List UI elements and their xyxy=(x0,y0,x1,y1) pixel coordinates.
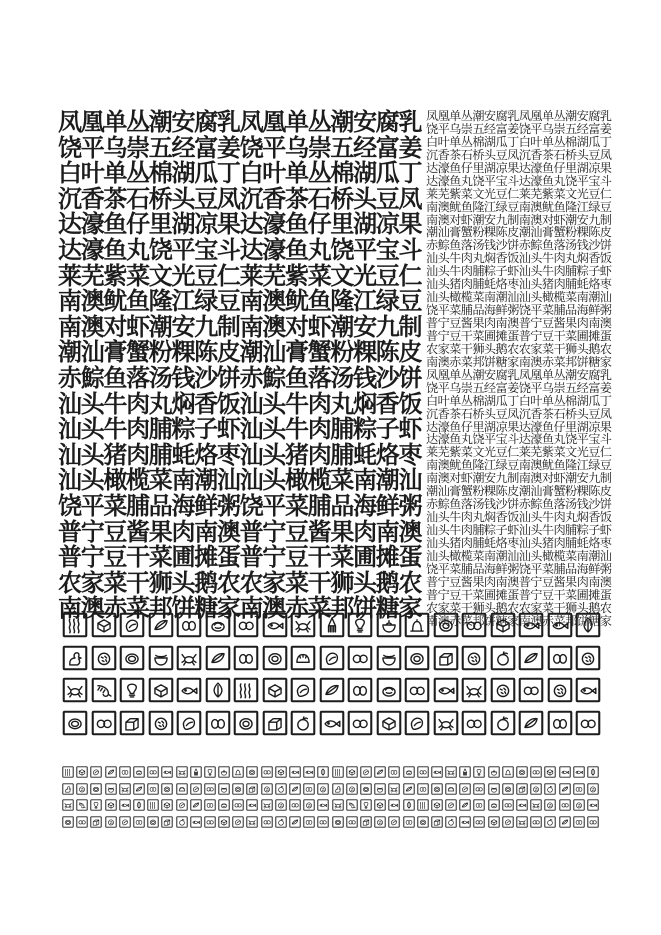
meatball-icon xyxy=(573,799,585,811)
round-pair-icon xyxy=(147,766,159,778)
steam-icon xyxy=(233,677,259,703)
round-pair-icon xyxy=(317,816,329,828)
meatball-icon xyxy=(530,783,542,795)
small-glyph-line: 饶平乌崇五经富姜饶平乌崇五经富姜 xyxy=(426,380,612,395)
small-glyph-line: 莱芜紫菜文光豆仁莱芜紫菜文光豆仁 xyxy=(426,186,612,201)
tofu-icon xyxy=(346,766,358,778)
two-beans-icon xyxy=(547,645,573,671)
bulb-icon xyxy=(360,799,372,811)
bell-pot-icon xyxy=(232,766,244,778)
shrimp-icon xyxy=(76,799,88,811)
meatball-icon xyxy=(303,799,315,811)
bean-icon xyxy=(232,816,244,828)
small-glyph-line: 达濠鱼丸饶平宝斗达濠鱼丸饶平宝斗 xyxy=(426,173,612,188)
fruit-icon xyxy=(445,816,457,828)
steam-icon xyxy=(147,799,159,811)
bulb-icon xyxy=(473,766,485,778)
round-pair-icon xyxy=(289,799,301,811)
fruit-icon xyxy=(275,783,287,795)
small-glyph-line: 南澳鱿鱼隆江绿豆南澳鱿鱼隆江绿豆 xyxy=(426,458,612,473)
tofu-icon xyxy=(148,677,174,703)
bulb-icon xyxy=(204,766,216,778)
fish-icon xyxy=(317,799,329,811)
round-pair-icon xyxy=(233,612,259,638)
large-glyph-line: 农家菜干狮头鹅农农家菜干狮头鹅农 xyxy=(58,568,422,597)
small-glyph-line: 潮汕膏蟹粉粿陈皮潮汕膏蟹粉粿陈皮 xyxy=(426,225,612,240)
small-glyph-line: 达濠鱼丸饶平宝斗达濠鱼丸饶平宝斗 xyxy=(426,432,612,447)
large-glyph-line: 南澳赤菜邦饼糖家南澳赤菜邦饼糖家 xyxy=(58,594,422,623)
meatball-icon xyxy=(374,816,386,828)
round-pair-icon xyxy=(346,816,358,828)
leaf-seed-icon xyxy=(133,783,145,795)
meatball-icon xyxy=(547,677,573,703)
two-beans-icon xyxy=(119,766,131,778)
bowl-icon xyxy=(488,783,500,795)
fish-icon xyxy=(433,677,459,703)
large-glyph-line: 汕头牛肉丸焖香饭汕头牛肉丸焖香饭 xyxy=(58,389,422,418)
small-glyph-line: 南澳对虾潮安九制南澳对虾潮安九制 xyxy=(426,471,612,486)
small-glyph-line: 饶平乌崇五经富姜饶平乌崇五经富姜 xyxy=(426,121,612,136)
fish-icon xyxy=(119,799,131,811)
leaf-seed-icon xyxy=(148,612,174,638)
loaf-icon xyxy=(161,816,173,828)
fish-icon xyxy=(587,799,599,811)
bean-icon xyxy=(459,783,471,795)
fruit-icon xyxy=(290,710,316,736)
bean-icon xyxy=(502,816,514,828)
crab-icon xyxy=(332,799,344,811)
crab-icon xyxy=(62,799,74,811)
crab-icon xyxy=(388,783,400,795)
round-pair-icon xyxy=(261,766,273,778)
small-glyph-line: 达濠鱼仔里湖凉果达濠鱼仔里湖凉果 xyxy=(426,419,612,434)
two-beans-icon xyxy=(417,783,429,795)
tofu-icon xyxy=(161,799,173,811)
bean-icon xyxy=(176,710,202,736)
large-glyph-line: 饶平乌崇五经富姜饶平乌崇五经富姜 xyxy=(58,133,422,162)
fruit-icon xyxy=(544,816,556,828)
two-beans-icon xyxy=(573,783,585,795)
leaf-seed-icon xyxy=(403,783,415,795)
small-glyph-line: 汕头牛肉丸焖香饭汕头牛肉丸焖香饭 xyxy=(426,510,612,525)
fruit-icon xyxy=(490,710,516,736)
meatball-icon xyxy=(91,645,117,671)
leaf-seed-icon xyxy=(289,783,301,795)
fish-icon xyxy=(431,766,443,778)
round-pair-icon xyxy=(204,816,216,828)
shrimp-icon xyxy=(91,677,117,703)
leaf-seed-icon xyxy=(518,710,544,736)
crab-icon xyxy=(62,677,88,703)
fruit-icon xyxy=(490,645,516,671)
leaf-seed-icon xyxy=(374,766,386,778)
meatball-icon xyxy=(490,677,516,703)
large-glyph-line: 赤鯮鱼落汤钱沙饼赤鯮鱼落汤钱沙饼 xyxy=(58,363,422,392)
large-glyph-line: 饶平菜脯品海鲜粥饶平菜脯品海鲜粥 xyxy=(58,491,422,520)
fish-icon xyxy=(319,710,345,736)
tofu-icon xyxy=(105,799,117,811)
plate-icon xyxy=(161,783,173,795)
two-beans-icon xyxy=(204,799,216,811)
bowl-icon xyxy=(376,645,402,671)
tofu-icon xyxy=(376,710,402,736)
crab-icon xyxy=(176,766,188,778)
tofu-icon xyxy=(374,799,386,811)
fish-icon xyxy=(459,816,471,828)
tofu-icon xyxy=(275,766,287,778)
small-glyph-line: 南澳鱿鱼隆江绿豆南澳鱿鱼隆江绿豆 xyxy=(426,199,612,214)
tofu-icon xyxy=(544,766,556,778)
meatball-icon xyxy=(587,783,599,795)
small-glyph-line: 白叶单丛棉湖瓜丁白叶单丛棉湖瓜丁 xyxy=(426,393,612,408)
loaf-icon xyxy=(431,816,443,828)
meatball-icon xyxy=(261,783,273,795)
round-pair-icon xyxy=(473,783,485,795)
plate-icon xyxy=(232,783,244,795)
bowl-icon xyxy=(148,645,174,671)
steam-icon xyxy=(62,766,74,778)
plate-icon xyxy=(404,645,430,671)
cake-lid-icon xyxy=(133,766,145,778)
plate-icon xyxy=(246,766,258,778)
plate-icon xyxy=(233,710,259,736)
cake-lid-icon xyxy=(403,766,415,778)
round-pair-icon xyxy=(91,710,117,736)
round-pair-icon xyxy=(502,799,514,811)
crab-icon xyxy=(461,677,487,703)
bowl-icon xyxy=(218,783,230,795)
two-beans-icon xyxy=(147,783,159,795)
plate-icon xyxy=(262,645,288,671)
round-pair-icon xyxy=(518,677,544,703)
fish-icon xyxy=(246,799,258,811)
crab-icon xyxy=(246,816,258,828)
dumpling-icon xyxy=(176,783,188,795)
bowl-icon xyxy=(374,783,386,795)
leaf-seed-icon xyxy=(205,645,231,671)
leaf-seed-icon xyxy=(289,816,301,828)
small-glyph-line: 达濠鱼仔里湖凉果达濠鱼仔里湖凉果 xyxy=(426,160,612,175)
two-beans-icon xyxy=(133,816,145,828)
bean-icon xyxy=(90,766,102,778)
two-beans-icon xyxy=(473,799,485,811)
bean-icon xyxy=(176,799,188,811)
tofu-icon xyxy=(490,612,516,638)
round-pair-icon xyxy=(461,612,487,638)
small-glyph-line: 汕头橄榄菜南潮汕汕头橄榄菜南潮汕 xyxy=(426,290,612,305)
round-pair-icon xyxy=(473,816,485,828)
squid-icon xyxy=(319,612,345,638)
fish-icon xyxy=(289,766,301,778)
small-glyph-line: 汕头猪肉脯蚝烙枣汕头猪肉脯蚝烙枣 xyxy=(426,277,612,292)
bean-icon xyxy=(119,816,131,828)
bean-icon xyxy=(190,783,202,795)
bean-icon xyxy=(388,816,400,828)
small-glyph-line: 莱芜紫菜文光豆仁莱芜紫菜文光豆仁 xyxy=(426,445,612,460)
large-glyph-line: 沉香茶石桥头豆凤沉香茶石桥头豆凤 xyxy=(58,184,422,213)
dumpling-icon xyxy=(290,645,316,671)
large-glyph-line: 南澳鱿鱼隆江绿豆南澳鱿鱼隆江绿豆 xyxy=(58,287,422,316)
round-pair-icon xyxy=(347,645,373,671)
small-glyph-line: 汕头牛肉脯粽子虾汕头牛肉脯粽子虾 xyxy=(426,264,612,279)
fish-icon xyxy=(559,766,571,778)
small-glyph-line: 赤鯮鱼落汤钱沙饼赤鯮鱼落汤钱沙饼 xyxy=(426,238,612,253)
fish-icon xyxy=(262,612,288,638)
meatball-icon xyxy=(575,645,601,671)
round-pair-icon xyxy=(417,766,429,778)
duck-icon xyxy=(62,783,74,795)
loaf-icon xyxy=(360,816,372,828)
two-beans-icon xyxy=(403,816,415,828)
shrimp-icon xyxy=(346,799,358,811)
small-glyph-block xyxy=(426,109,612,628)
crab-icon xyxy=(445,766,457,778)
oval-cake-icon xyxy=(90,783,102,795)
leaf-icon xyxy=(403,799,415,811)
plate-icon xyxy=(417,816,429,828)
meatball-icon xyxy=(544,799,556,811)
small-glyph-line: 沉香茶石桥头豆凤沉香茶石桥头豆凤 xyxy=(426,147,612,162)
round-pair-icon xyxy=(232,799,244,811)
crab-icon xyxy=(261,799,273,811)
loaf-icon xyxy=(90,816,102,828)
small-glyph-line: 农家菜干狮头鹅农农家菜干狮头鹅农 xyxy=(426,341,612,356)
large-glyph-line: 白叶单丛棉湖瓜丁白叶单丛棉湖瓜丁 xyxy=(58,159,422,188)
dumpling-icon xyxy=(445,783,457,795)
large-glyph-line: 潮汕膏蟹粉粿陈皮潮汕膏蟹粉粿陈皮 xyxy=(58,338,422,367)
meatball-icon xyxy=(461,645,487,671)
crab-icon xyxy=(530,799,542,811)
tofu-icon xyxy=(218,816,230,828)
squid-icon xyxy=(190,766,202,778)
fish-icon xyxy=(547,612,573,638)
oval-cake-icon xyxy=(332,816,344,828)
large-glyph-line: 南澳对虾潮安九制南澳对虾潮安九制 xyxy=(58,312,422,341)
duck-icon xyxy=(62,645,88,671)
crab-icon xyxy=(176,645,202,671)
bell-pot-icon xyxy=(404,612,430,638)
fish-icon xyxy=(161,766,173,778)
steam-icon xyxy=(417,799,429,811)
oval-cake-icon xyxy=(62,710,88,736)
bell-pot-icon xyxy=(502,766,514,778)
round-pair-icon xyxy=(559,799,571,811)
bean-icon xyxy=(319,645,345,671)
leaf-seed-icon xyxy=(459,799,471,811)
small-glyph-line: 汕头牛肉脯粽子虾汕头牛肉脯粽子虾 xyxy=(426,523,612,537)
small-glyph-line: 汕头牛肉丸焖香饭汕头牛肉丸焖香饭 xyxy=(426,251,612,266)
small-glyph-line: 潮汕膏蟹粉粿陈皮潮汕膏蟹粉粿陈皮 xyxy=(426,484,612,499)
small-glyph-line: 白叶单丛棉湖瓜丁白叶单丛棉湖瓜丁 xyxy=(426,134,612,149)
leaf-seed-icon xyxy=(190,799,202,811)
small-glyph-line: 普宁豆酱果肉南澳普宁豆酱果肉南澳 xyxy=(426,574,612,589)
leaf-icon xyxy=(317,766,329,778)
small-glyph-line: 普宁豆干菜圃摊蛋普宁豆干菜圃摊蛋 xyxy=(426,328,612,343)
meatball-icon xyxy=(148,710,174,736)
bean-icon xyxy=(404,710,430,736)
small-glyph-line: 南澳对虾潮安九制南澳对虾潮安九制 xyxy=(426,212,612,227)
leaf-icon xyxy=(133,799,145,811)
round-pair-icon xyxy=(404,677,430,703)
bulb-icon xyxy=(119,677,145,703)
tofu-icon xyxy=(262,677,288,703)
small-glyph-line: 普宁豆干菜圃摊蛋普宁豆干菜圃摊蛋 xyxy=(426,587,612,602)
large-glyph-line: 汕头橄榄菜南潮汕汕头橄榄菜南潮汕 xyxy=(58,466,422,495)
plate-icon xyxy=(431,783,443,795)
two-beans-icon xyxy=(547,710,573,736)
crab-icon xyxy=(119,783,131,795)
squid-icon xyxy=(459,766,471,778)
meatball-icon xyxy=(317,783,329,795)
small-glyph-line: 汕头橄榄菜南潮汕汕头橄榄菜南潮汕 xyxy=(426,548,612,563)
duck-icon xyxy=(332,783,344,795)
small-glyph-line: 饶平菜脯品海鲜粥饶平菜脯品海鲜粥 xyxy=(426,303,612,318)
small-glyph-line: 赤鯮鱼落汤钱沙饼赤鯮鱼落汤钱沙饼 xyxy=(426,497,612,512)
fruit-icon xyxy=(176,816,188,828)
large-glyph-line: 达濠鱼仔里湖凉果达濠鱼仔里湖凉果 xyxy=(58,210,422,239)
plate-icon xyxy=(147,816,159,828)
two-beans-icon xyxy=(388,766,400,778)
meatball-icon xyxy=(346,783,358,795)
loaf-icon xyxy=(262,710,288,736)
large-glyph-line: 莱芜紫菜文光豆仁莱芜紫菜文光豆仁 xyxy=(58,261,422,290)
leaf-icon xyxy=(587,766,599,778)
leaf-icon xyxy=(575,612,601,638)
leaf-seed-icon xyxy=(559,816,571,828)
loaf-icon xyxy=(246,783,258,795)
steam-icon xyxy=(62,612,88,638)
plate-icon xyxy=(502,783,514,795)
meatball-icon xyxy=(275,799,287,811)
round-pair-icon xyxy=(347,710,373,736)
pot-bowl-icon xyxy=(376,612,402,638)
fish-icon xyxy=(303,766,315,778)
crab-icon xyxy=(290,612,316,638)
small-glyph-line: 饶平菜脯品海鲜粥饶平菜脯品海鲜粥 xyxy=(426,561,612,576)
fish-icon xyxy=(388,799,400,811)
small-glyph-line: 凤凰单丛潮安腐乳凤凰单丛潮安腐乳 xyxy=(426,367,612,382)
oval-cake-icon xyxy=(62,816,74,828)
plate-icon xyxy=(433,612,459,638)
bulb-icon xyxy=(90,799,102,811)
oval-cake-icon xyxy=(360,783,372,795)
large-glyph-line: 达濠鱼丸饶平宝斗达濠鱼丸饶平宝斗 xyxy=(58,235,422,264)
round-pair-icon xyxy=(76,816,88,828)
fruit-icon xyxy=(275,816,287,828)
oval-cake-icon xyxy=(119,645,145,671)
bean-icon xyxy=(360,766,372,778)
loaf-icon xyxy=(433,645,459,671)
fish-icon xyxy=(176,677,202,703)
leaf-icon xyxy=(205,677,231,703)
fruit-icon xyxy=(544,783,556,795)
cake-lid-icon xyxy=(488,799,500,811)
large-glyph-line: 凤凰单丛潮安腐乳凤凰单丛潮安腐乳 xyxy=(58,108,422,136)
leaf-seed-icon xyxy=(518,645,544,671)
leaf-seed-icon xyxy=(319,677,345,703)
two-beans-icon xyxy=(233,645,259,671)
fish-icon xyxy=(575,677,601,703)
two-beans-icon xyxy=(176,612,202,638)
fish-icon xyxy=(190,816,202,828)
bowl-icon xyxy=(105,783,117,795)
crab-icon xyxy=(516,816,528,828)
two-beans-icon xyxy=(573,816,585,828)
large-glyph-line: 汕头猪肉脯蚝烙枣汕头猪肉脯蚝烙枣 xyxy=(58,440,422,469)
large-glyph-block xyxy=(58,108,422,623)
bean-icon xyxy=(119,612,145,638)
meatball-icon xyxy=(105,816,117,828)
bean-icon xyxy=(445,799,457,811)
round-pair-icon xyxy=(461,710,487,736)
small-glyph-line: 南澳赤菜邦饼糖家南澳赤菜邦饼糖家 xyxy=(426,354,612,369)
cake-lid-icon xyxy=(205,612,231,638)
bean-icon xyxy=(290,677,316,703)
small-glyph-line: 汕头猪肉脯蚝烙枣汕头猪肉脯蚝烙枣 xyxy=(426,535,612,550)
pot-bowl-icon xyxy=(218,766,230,778)
pot-bowl-icon xyxy=(488,766,500,778)
leaf-seed-icon xyxy=(105,766,117,778)
small-glyph-line: 南澳赤菜邦饼糖家南澳赤菜邦饼糖家 xyxy=(426,613,612,628)
large-icon-grid xyxy=(62,612,612,736)
round-pair-icon xyxy=(587,816,599,828)
tofu-icon xyxy=(431,799,443,811)
loaf-icon xyxy=(516,783,528,795)
large-glyph-line: 普宁豆酱果肉南澳普宁豆酱果肉南澳 xyxy=(58,517,422,546)
small-glyph-line: 沉香茶石桥头豆凤沉香茶石桥头豆凤 xyxy=(426,406,612,421)
cake-lid-icon xyxy=(218,799,230,811)
fish-icon xyxy=(573,766,585,778)
small-glyph-line: 农家菜干狮头鹅农农家菜干狮头鹅农 xyxy=(426,600,612,615)
small-icon-grid xyxy=(62,766,602,828)
two-beans-icon xyxy=(347,677,373,703)
tofu-icon xyxy=(76,766,88,778)
large-glyph-line: 普宁豆干菜圃摊蛋普宁豆干菜圃摊蛋 xyxy=(58,543,422,572)
round-pair-icon xyxy=(530,816,542,828)
steam-icon xyxy=(332,766,344,778)
cake-lid-icon xyxy=(376,677,402,703)
loaf-icon xyxy=(119,710,145,736)
large-glyph-line: 汕头牛肉脯粽子虾汕头牛肉脯粽子虾 xyxy=(58,415,422,444)
leaf-seed-icon xyxy=(559,783,571,795)
tofu-icon xyxy=(488,816,500,828)
round-pair-icon xyxy=(575,710,601,736)
two-beans-icon xyxy=(205,710,231,736)
tofu-icon xyxy=(91,612,117,638)
round-pair-icon xyxy=(204,783,216,795)
meatball-icon xyxy=(76,783,88,795)
bulb-icon xyxy=(347,612,373,638)
crab-icon xyxy=(433,710,459,736)
two-beans-icon xyxy=(303,783,315,795)
round-pair-icon xyxy=(261,816,273,828)
small-glyph-line: 凤凰单丛潮安腐乳凤凰单丛潮安腐乳 xyxy=(426,109,612,123)
small-glyph-line: 普宁豆酱果肉南澳普宁豆酱果肉南澳 xyxy=(426,316,612,330)
two-beans-icon xyxy=(303,816,315,828)
fish-icon xyxy=(518,612,544,638)
round-pair-icon xyxy=(530,766,542,778)
plate-icon xyxy=(516,766,528,778)
fish-icon xyxy=(516,799,528,811)
